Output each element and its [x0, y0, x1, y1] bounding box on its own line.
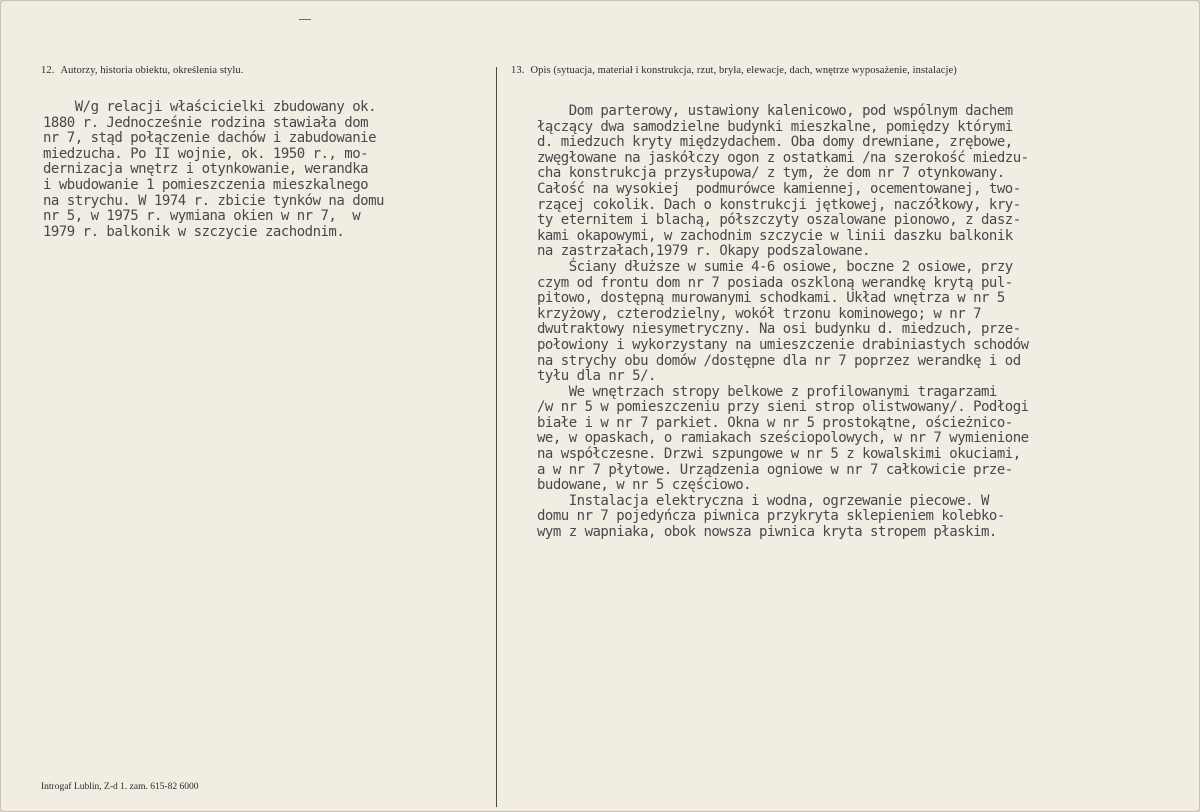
description-line: Instalacja elektryczna i wodna, ogrzewanie piecowe. W [537, 492, 989, 509]
description-line: białe i w nr 7 parkiet. Okna w nr 5 prostokątne, ościeżnico- [537, 414, 1013, 431]
description-line: na zastrzałach,1979 r. Okapy podszalowane. [537, 243, 871, 260]
description-line: na współczesne. Drzwi szpungowe w nr 5 z kowalskimi okuciami, [537, 446, 1021, 463]
section-12-header [41, 65, 244, 76]
description-line: tyłu dla nr 5/. [537, 368, 656, 385]
description-line: rzącej cokolik. Dach o konstrukcji jętkowej, naczółkowy, kry- [537, 196, 1021, 213]
printer-footer [41, 782, 199, 792]
history-line: nr 7, stąd połączenie dachów i zabudowanie [43, 130, 377, 147]
description-line: /w nr 5 w pomieszczeniu przy sieni strop olistwowany/. Podłogi [537, 399, 1029, 416]
description-line: We wnętrzach stropy belkowe z profilowanymi tragarzami [537, 383, 997, 400]
description-line: Całość na wysokiej podmurówce kamiennej, ocementowanej, two- [537, 180, 1021, 197]
history-line: miedzucha. Po II wojnie, ok. 1950 r., mo- [43, 145, 369, 162]
history-line: na strychu. W 1974 r. zbicie tynków na domu [43, 192, 384, 209]
history-line: dernizacja wnętrz i otynkowanie, werandka [43, 161, 369, 178]
description-text [537, 104, 1029, 541]
section-13-number: 13. [511, 65, 525, 76]
description-line: Dom parterowy, ustawiony kalenicowo, pod wspólnym dachem [537, 103, 1013, 119]
description-line: Ściany dłuższe w sumie 4-6 osiowe, boczne 2 osiowe, przy [537, 258, 1013, 275]
description-line: budowane, w nr 5 częściowo. [537, 477, 752, 494]
section-12-label: Autorzy, historia obiektu, określenia stylu. [60, 65, 244, 76]
description-line: dwutraktowy niesymetryczny. Na osi budynku d. miedzuch, prze- [537, 321, 1021, 338]
column-divider [496, 67, 497, 807]
pencil-mark [299, 19, 311, 20]
history-line: i wbudowanie 1 pomieszczenia mieszkalnego [43, 176, 369, 193]
description-line: na strychy obu domów /dostępne dla nr 7 poprzez werandkę i od [537, 352, 1021, 369]
description-line: wym z wapniaka, obok nowsza piwnica kryta stropem płaskim. [537, 524, 997, 541]
history-line: 1979 r. balkonik w szczycie zachodnim. [43, 223, 345, 240]
history-line: nr 5, w 1975 r. wymiana okien w nr 7, w [43, 208, 361, 225]
description-line: czym od frontu dom nr 7 posiada oszkloną werandkę krytą pul- [537, 274, 1013, 291]
description-line: łączący dwa samodzielne budynki mieszkalne, pomiędzy którymi [537, 118, 1013, 135]
description-line: cha konstrukcja przysłupowa/ z tym, że dom nr 7 otynkowany. [537, 165, 1005, 182]
description-line: domu nr 7 pojedyńcza piwnica przykryta sklepieniem kolebko- [537, 508, 1005, 525]
print-code: 615-82 6000 [150, 782, 199, 792]
description-line: kami okapowymi, w zachodnim szczycie w linii daszku balkonik [537, 227, 1013, 244]
description-line: połowiony i wykorzystany na umieszczenie drabiniastych schodów [537, 336, 1029, 353]
history-line: 1880 r. Jednocześnie rodzina stawiała dom [43, 114, 369, 131]
description-line: krzyżowy, czterodzielny, wokół trzonu kominowego; w nr 7 [537, 305, 982, 322]
description-line: we, w opaskach, o ramiakach sześciopolowych, w nr 7 wymienione [537, 430, 1029, 447]
section-13-header [511, 65, 957, 76]
description-line: ty eternitem i blachą, półszczyty oszalowane pionowo, z dasz- [537, 212, 1021, 229]
history-text [43, 100, 384, 240]
printer-name: Introgaf Lublin, Z-d 1. zam. [41, 782, 148, 792]
section-13-label: Opis (sytuacja, materiał i konstrukcja, rzut, bryła, elewacje, dach, wnętrze wyposażenie, instalacje) [530, 65, 957, 76]
description-line: a w nr 7 płytowe. Urządzenia ogniowe w nr 7 całkowicie prze- [537, 461, 1013, 478]
section-12-number: 12. [41, 65, 55, 76]
description-line: pitowo, dostępną murowanymi schodkami. Układ wnętrza w nr 5 [537, 290, 1005, 307]
description-line: zwęgłowane na jaskółczy ogon z ostatkami /na szerokość miedzu- [537, 149, 1029, 166]
history-line: W/g relacji właścicielki zbudowany ok. [43, 99, 377, 115]
description-line: d. miedzuch kryty międzydachem. Oba domy drewniane, zrębowe, [537, 134, 1013, 151]
